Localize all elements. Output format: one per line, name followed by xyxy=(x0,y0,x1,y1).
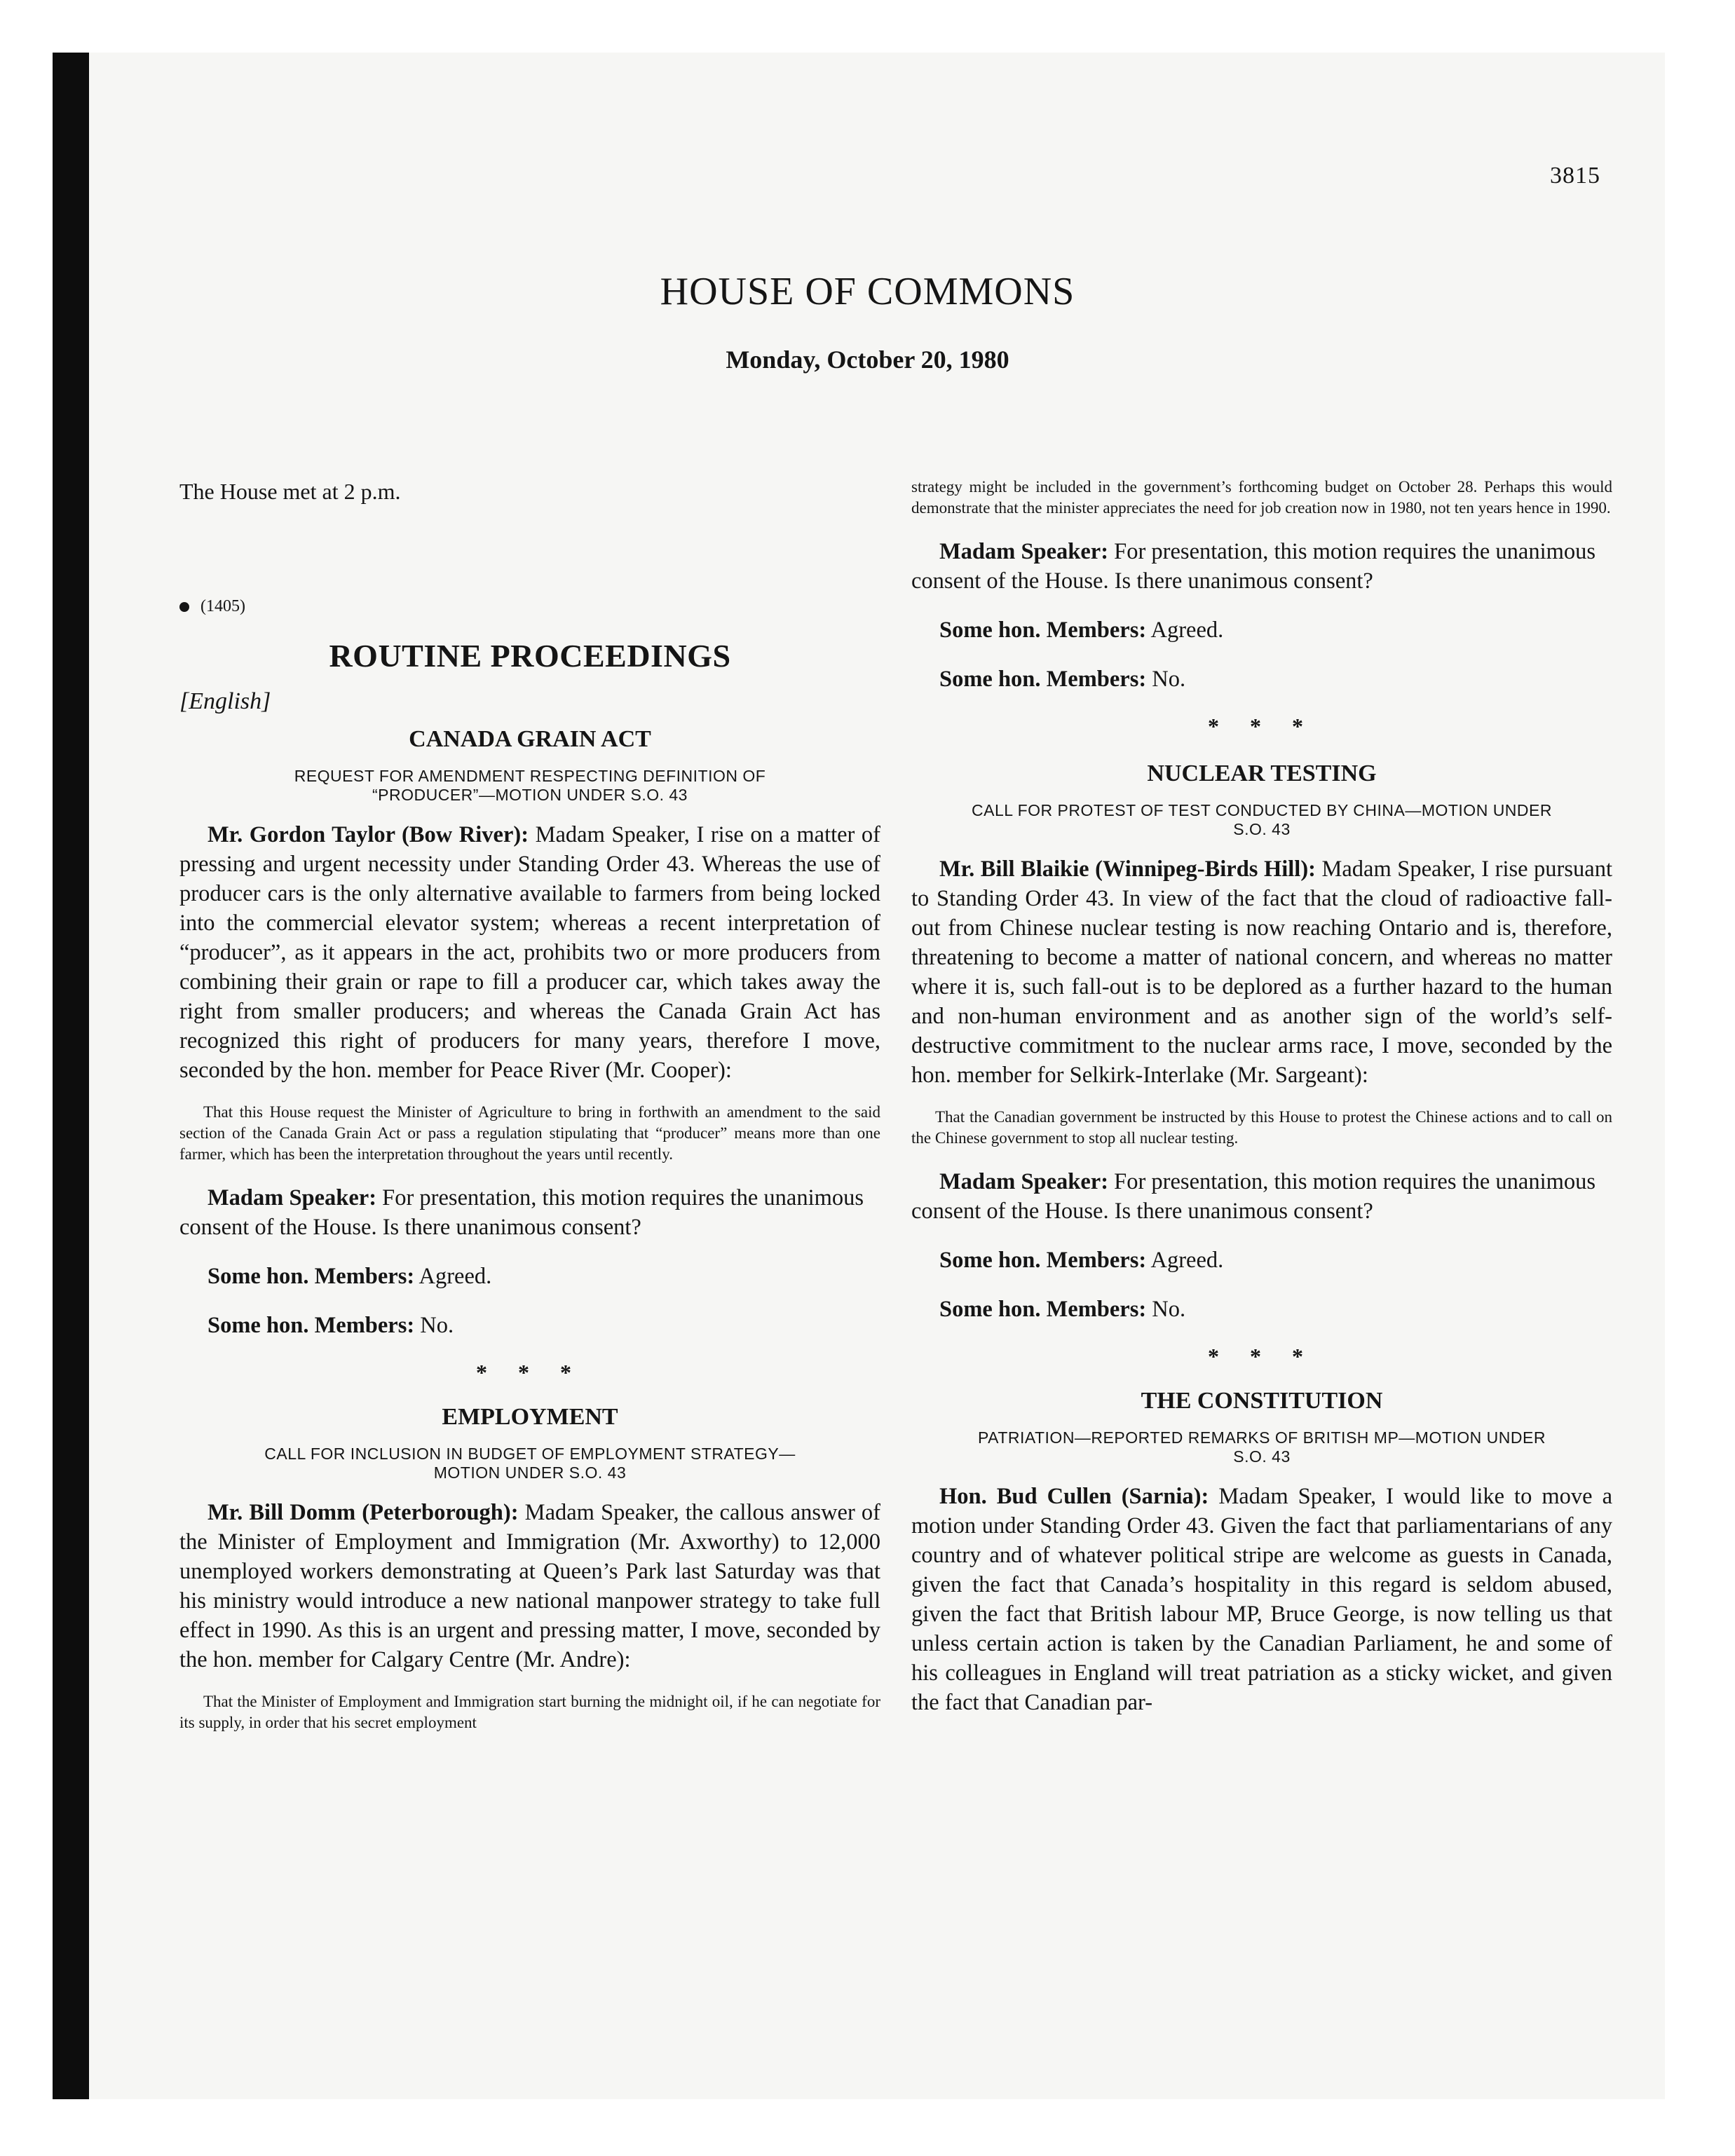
speaker-name: Some hon. Members: xyxy=(939,667,1147,692)
motion-text-nuclear-testing: That the Canadian government be instructed by this House to protest the Chinese actions and to call on the Chinese government to stop all nuclear testing. xyxy=(911,1108,1612,1147)
item-subhead-grain-act: REQUEST FOR AMENDMENT RESPECTING DEFINITION OF “PRODUCER”—MOTION UNDER S.O. 43 xyxy=(294,767,766,804)
speech-text: Madam Speaker, I would like to move a motion under Standing Order 43. Given the fact that parliamentarians of any country and of whatever political stripe are welcome as guests in Canada, given the fact that Canada’s hospitality in this regard is seldom abused, given the fact that British labour MP, Bruce George, is now telling us that unless certain action is taken by the Canadian Parliament, he and some of his colleagues in England will treat patriation as a sticky wicket, and given the fact that Canadian par- xyxy=(911,1484,1613,1715)
page-number: 3815 xyxy=(1550,163,1600,189)
speaker-name: Madam Speaker: xyxy=(939,539,1109,564)
speaker-consent-request xyxy=(911,1167,1612,1226)
motion-text-employment-continued: strategy might be included in the government’s forthcoming budget on October 28. Perhaps this would demonstrate that the minister appreciates the need for job creation now in 1980, not ten years hence in 1990. xyxy=(911,478,1612,517)
item-subhead-nuclear-testing: CALL FOR PROTEST OF TEST CONDUCTED BY CHINA—MOTION UNDER S.O. 43 xyxy=(972,801,1552,838)
section-separator: * * * xyxy=(1208,1344,1316,1369)
members-no xyxy=(911,664,1612,694)
speech-taylor xyxy=(179,820,880,1085)
bullet-icon xyxy=(179,602,189,612)
speaker-name: Some hon. Members: xyxy=(939,1297,1147,1322)
house-met-line: The House met at 2 p.m. xyxy=(179,479,401,504)
speaker-consent-request xyxy=(179,1183,880,1242)
speaker-name: Some hon. Members: xyxy=(207,1313,415,1338)
speaker-name: Madam Speaker: xyxy=(207,1185,377,1210)
language-marker: [English] xyxy=(179,688,271,714)
speech-domm xyxy=(179,1498,880,1674)
speaker-name: Hon. Bud Cullen (Sarnia): xyxy=(939,1484,1209,1509)
members-agreed xyxy=(179,1262,880,1291)
motion-text-employment: That the Minister of Employment and Immigration start burning the midnight oil, if he can negotiate for its supply, in order that his secret employment xyxy=(179,1693,880,1731)
speech-text: No. xyxy=(420,1313,454,1338)
item-subhead-constitution: PATRIATION—REPORTED REMARKS OF BRITISH MP—MOTION UNDER S.O. 43 xyxy=(978,1428,1546,1466)
speaker-name: Madam Speaker: xyxy=(939,1169,1109,1194)
speaker-name: Some hon. Members: xyxy=(939,618,1147,643)
speech-text: For presentation, this motion requires the unanimous consent of the House. Is there unanimous consent? xyxy=(911,539,1596,594)
speech-text: Madam Speaker, I rise on a matter of pressing and urgent necessity under Standing Order 43. Whereas the use of producer cars is the only alternative available to farmers from being locked into the commercial elevator system; whereas a recent interpretation of “producer”, as it appears in the act, prohibits two or more producers from combining their grain or rape to fill a producer car, which takes away the right from smaller producers; and whereas the Canada Grain Act has recognized this right of producers for many years, therefore I move, seconded by the hon. member for Peace River (Mr. Cooper): xyxy=(179,822,881,1083)
left-column xyxy=(179,477,880,1752)
right-column xyxy=(911,477,1612,1734)
speech-cullen xyxy=(911,1482,1612,1717)
item-heading-nuclear-testing: NUCLEAR TESTING xyxy=(1147,760,1377,786)
members-no xyxy=(179,1311,880,1340)
speech-text: No. xyxy=(1152,667,1186,692)
speech-text: Agreed. xyxy=(1150,1248,1224,1273)
section-separator: * * * xyxy=(1208,714,1316,739)
speech-text: Agreed. xyxy=(419,1264,492,1289)
sitting-date: Monday, October 20, 1980 xyxy=(726,346,1009,374)
section-heading-routine: ROUTINE PROCEEDINGS xyxy=(329,638,731,674)
motion-text-grain-act: That this House request the Minister of Agriculture to bring in forthwith an amendment to the said section of the Canada Grain Act or pass a regulation stipulating that “producer” means more than one farmer, which has been the interpretation throughout the years until recently. xyxy=(179,1103,880,1163)
time-marker xyxy=(179,597,880,616)
speech-text: For presentation, this motion requires the unanimous consent of the House. Is there unanimous consent? xyxy=(179,1185,864,1240)
time-marker-label: (1405) xyxy=(200,597,245,615)
speaker-name: Mr. Gordon Taylor (Bow River): xyxy=(207,822,529,847)
speech-blaikie xyxy=(911,854,1612,1090)
speaker-name: Mr. Bill Blaikie (Winnipeg-Birds Hill): xyxy=(939,857,1316,882)
speaker-name: Some hon. Members: xyxy=(939,1248,1147,1273)
section-separator: * * * xyxy=(476,1360,584,1385)
members-agreed xyxy=(911,615,1612,645)
speech-text: Madam Speaker, I rise pursuant to Standing Order 43. In view of the fact that the cloud of radioactive fall-out from Chinese nuclear testing is now reaching Ontario and is, therefore, threatening to become a matter of national concern, and whereas no matter where it is, such fall-out is to be deplored as a further hazard to the human and non-human environment and as another sign of the world’s self-destructive commitment to the nuclear arms race, I move, seconded by the hon. member for Selkirk-Interlake (Mr. Sargeant): xyxy=(911,857,1612,1088)
item-heading-constitution: THE CONSTITUTION xyxy=(1141,1388,1383,1414)
members-no xyxy=(911,1295,1612,1324)
speech-text: No. xyxy=(1152,1297,1186,1322)
speech-text: Agreed. xyxy=(1150,618,1224,643)
members-agreed xyxy=(911,1246,1612,1275)
item-heading-employment: EMPLOYMENT xyxy=(442,1404,618,1430)
item-subhead-employment: CALL FOR INCLUSION IN BUDGET OF EMPLOYMENT STRATEGY—MOTION UNDER S.O. 43 xyxy=(264,1445,796,1482)
speech-text: Madam Speaker, the callous answer of the Minister of Employment and Immigration (Mr. Axworthy) to 12,000 unemployed workers demonstrating at Queen’s Park last Saturday was that his ministry would introduce a new national manpower strategy to take full effect in 1990. As this is an urgent and pressing matter, I move, seconded by the hon. member for Calgary Centre (Mr. Andre): xyxy=(179,1500,881,1672)
speaker-name: Some hon. Members: xyxy=(207,1264,415,1289)
item-heading-grain-act: CANADA GRAIN ACT xyxy=(409,726,651,752)
speaker-name: Mr. Bill Domm (Peterborough): xyxy=(207,1500,519,1525)
page-title: HOUSE OF COMMONS xyxy=(660,270,1075,313)
speaker-consent-request xyxy=(911,537,1612,596)
speech-text: For presentation, this motion requires the unanimous consent of the House. Is there unanimous consent? xyxy=(911,1169,1596,1224)
